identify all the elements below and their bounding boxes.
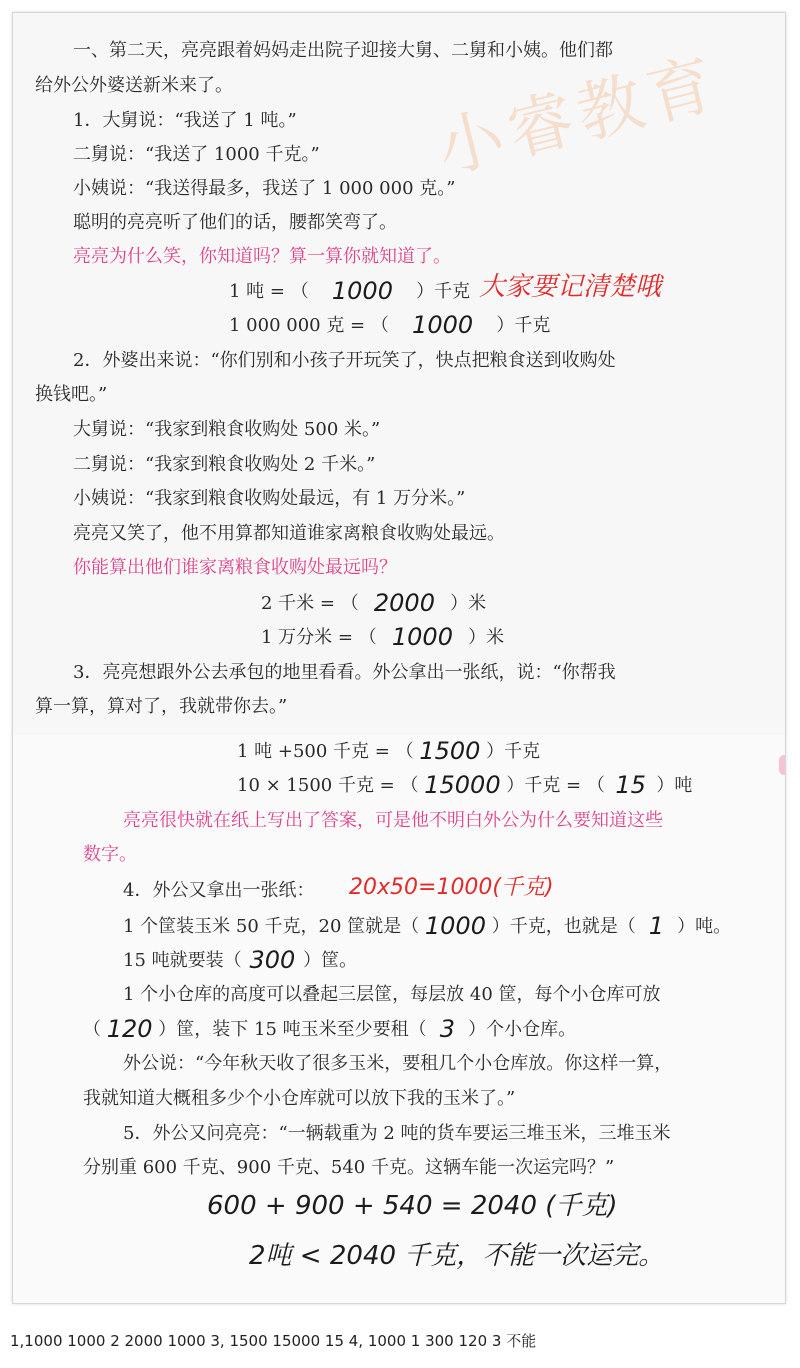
- q4-line-7: 我就知道大概租多少个小仓库就可以放下我的玉米了。”: [83, 1088, 516, 1109]
- q4-handwritten-note: 20x50=1000(千克): [349, 875, 554, 900]
- q3-eq2-right: ）吨: [656, 775, 693, 796]
- q3-eq1-right: ）千克: [486, 741, 541, 762]
- q5-line-1: 5．外公又问亮亮：“一辆载重为 2 吨的货车要运三堆玉米，三堆玉米: [123, 1123, 671, 1144]
- intro-line-1: 一、第二天，亮亮跟着妈妈走出院子迎接大舅、二舅和小姨。他们都: [73, 40, 613, 61]
- q1-equation-2: [229, 313, 550, 338]
- q4-line-5: [83, 1017, 576, 1042]
- pink-mark: [779, 755, 786, 775]
- q4-line-1: 4．外公又拿出一张纸：: [123, 880, 315, 901]
- q2-eq2-right: ）米: [468, 627, 505, 648]
- q4-l3-answer: 300: [249, 946, 296, 974]
- q4-l5-text-c: ）个小仓库。: [468, 1019, 577, 1040]
- q5-handwritten-calculation: 600 + 900 + 540 = 2040 (千克): [207, 1191, 618, 1221]
- q2-line-4: 二舅说：“我家到粮食收购处 2 千米。”: [73, 454, 376, 475]
- q2-prompt: 你能算出他们谁家离粮食收购处最远吗？: [73, 557, 397, 578]
- q4-line-3: [123, 948, 357, 973]
- q4-line-2: [123, 914, 731, 939]
- q4-l5-answer-2: 3: [439, 1015, 456, 1043]
- q3-eq1-left: 1 吨 +500 千克 = （: [237, 741, 414, 762]
- q3-line-2: 算一算，算对了，我就带你去。”: [35, 696, 288, 717]
- q1-eq2-right: ）千克: [496, 315, 551, 336]
- q4-l2-answer-2: 1: [648, 912, 665, 940]
- q4-l5-answer-1: 120: [106, 1015, 153, 1043]
- q2-equation-1: [261, 591, 486, 616]
- q1-eq1-left: 1 吨 = （: [229, 281, 309, 302]
- q2-eq2-answer: 1000: [391, 623, 453, 651]
- q2-line-3: 大舅说：“我家到粮食收购处 500 米。”: [73, 419, 381, 440]
- worksheet-photo: [12, 12, 786, 1304]
- q2-eq2-left: 1 万分米 = （: [261, 627, 377, 648]
- q1-line-4: 聪明的亮亮听了他们的话，腰都笑弯了。: [73, 212, 397, 233]
- q5-line-2: 分别重 600 千克、900 千克、540 千克。这辆车能一次运完吗？”: [83, 1157, 615, 1178]
- q4-line-6: 外公说：“今年秋天收了很多玉米，要租几个小仓库放。你这样一算，: [123, 1053, 673, 1074]
- q2-line-2: 换钱吧。”: [35, 384, 108, 405]
- q2-equation-2: [261, 625, 504, 650]
- q3-equation-1: [237, 739, 540, 764]
- q3-eq1-answer: 1500: [419, 737, 481, 765]
- q3-eq2-answer-2: 15: [615, 771, 646, 799]
- q3-equation-2: [237, 773, 692, 798]
- q1-line-2: 二舅说：“我送了 1000 千克。”: [73, 144, 320, 165]
- q4-l2-text-c: ）吨。: [677, 916, 732, 937]
- watermark: 小睿教育: [429, 44, 728, 189]
- q4-l2-text-a: 1 个筐装玉米 50 千克，20 筐就是（: [123, 916, 420, 937]
- q4-line-4: 1 个小仓库的高度可以叠起三层筐，每层放 40 筐，每个小仓库可放: [123, 984, 661, 1005]
- q3-eq2-answer: 15000: [424, 771, 501, 799]
- q3-prompt-line-2: 数字。: [83, 844, 137, 865]
- q1-equation-1: [229, 279, 470, 304]
- q1-eq2-answer: 1000: [412, 311, 474, 339]
- q3-eq2-left: 10 × 1500 千克 = （: [237, 775, 419, 796]
- q1-line-1: 1．大舅说：“我送了 1 吨。”: [73, 110, 297, 131]
- q4-l3-text-a: 15 吨就要装（: [123, 950, 242, 971]
- q2-eq1-left: 2 千米 = （: [261, 593, 359, 614]
- q3-line-1: 3．亮亮想跟外公去承包的地里看看。外公拿出一张纸，说：“你帮我: [73, 662, 616, 683]
- q4-l3-text-b: ）筐。: [303, 950, 358, 971]
- q2-eq1-right: ）米: [450, 593, 487, 614]
- q3-eq2-middle: ）千克 = （: [506, 775, 605, 796]
- q2-line-6: 亮亮又笑了，他不用算都知道谁家离粮食收购处最远。: [73, 523, 505, 544]
- q1-handwritten-note: 大家要记清楚哦: [479, 272, 662, 302]
- q4-l5-text-b: ）筐，装下 15 吨玉米至少要租（: [158, 1019, 427, 1040]
- q5-handwritten-conclusion: 2吨 < 2040 千克，不能一次运完。: [249, 1241, 665, 1271]
- q4-l2-answer-1: 1000: [424, 912, 486, 940]
- intro-line-2: 给外公外婆送新米来了。: [35, 75, 233, 96]
- q1-eq1-answer: 1000: [331, 277, 393, 305]
- q1-line-3: 小姨说：“我送得最多，我送了 1 000 000 克。”: [73, 178, 456, 199]
- q3-prompt-line-1: 亮亮很快就在纸上写出了答案，可是他不明白外公为什么要知道这些: [123, 810, 663, 831]
- answer-summary: 1,1000 1000 2 2000 1000 3, 1500 15000 15 4, 1000 1 300 120 3 不能: [10, 1332, 537, 1350]
- q1-prompt: 亮亮为什么笑，你知道吗？算一算你就知道了。: [73, 246, 451, 267]
- q2-line-5: 小姨说：“我家到粮食收购处最远，有 1 万分米。”: [73, 488, 466, 509]
- q4-l2-text-b: ）千克，也就是（: [491, 916, 636, 937]
- q1-eq2-left: 1 000 000 克 = （: [229, 315, 389, 336]
- q2-line-1: 2．外婆出来说：“你们别和小孩子开玩笑了，快点把粮食送到收购处: [73, 350, 616, 371]
- q4-l5-text-a: （: [83, 1019, 101, 1040]
- q1-eq1-right: ）千克: [416, 281, 471, 302]
- q2-eq1-answer: 2000: [373, 589, 435, 617]
